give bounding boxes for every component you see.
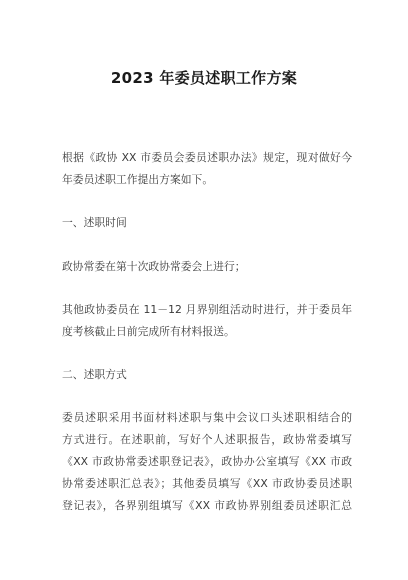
paragraph-line: 其他政协委员在 11－12 月界别组活动时进行，并于委员年 [62, 303, 352, 316]
document-title: 2023 年委员述职工作方案 [110, 69, 298, 87]
section-heading: 一、述职时间 [62, 216, 127, 229]
paragraph-line: 登记表》，各界别组填写《XX 市政协界别组委员述职汇总 [62, 499, 352, 512]
paragraph-line: 方式进行。在述职前，写好个人述职报告，政协常委填写 [62, 433, 352, 446]
paragraph-line: 度考核截止日前完成所有材料报送。 [62, 325, 235, 338]
paragraph-line: 委员述职采用书面材料述职与集中会议口头述职相结合的 [62, 411, 352, 424]
section-heading: 二、述职方式 [62, 368, 127, 381]
paragraph-line: 年委员述职工作提出方案如下。 [62, 173, 214, 186]
paragraph-line: 政协常委在第十次政协常委会上进行； [62, 260, 246, 273]
paragraph-line: 协常委述职汇总表》；其他委员填写《XX 市政协委员述职 [62, 477, 352, 490]
paragraph-line: 《XX 市政协常委述职登记表》，政协办公室填写《XX 市政 [62, 455, 352, 468]
paragraph-line: 根据《政协 XX 市委员会委员述职办法》规定，现对做好今 [62, 151, 352, 164]
